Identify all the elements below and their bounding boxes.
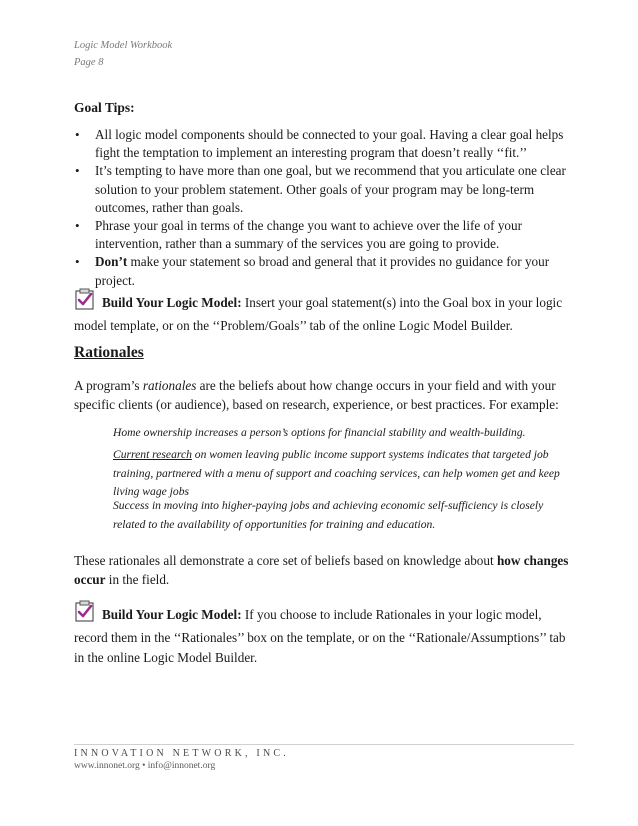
header-page: Page 8: [74, 57, 104, 68]
clipboard-check-icon: [74, 600, 96, 628]
rationale-example: Current research on women leaving public income support systems indicates that targeted job training, partnered with a menu of support and coaching services, can help women get and keep living wage jobs: [113, 448, 560, 498]
header-title: Logic Model Workbook: [74, 40, 173, 51]
footer-divider: [74, 744, 574, 745]
list-item: • It’s tempting to have more than one goal, but we recommend that you articulate one clear solution to your problem statement. Other goals of your program may be long-term outcomes, rather than goals.: [74, 162, 574, 217]
list-item: • Phrase your goal in terms of the change you want to achieve over the life of your intervention, rather than a summary of the services you are going to provide.: [74, 217, 574, 253]
rationales-summary: These rationales all demonstrate a core set of beliefs based on knowledge about how changes occur in the field.: [74, 553, 569, 587]
footer-organization: INNOVATION NETWORK, INC.: [74, 748, 289, 759]
clipboard-check-icon: [74, 288, 96, 316]
list-item: • Don’t make your statement so broad and general that it provides no guidance for your project.: [74, 253, 574, 289]
rationale-example: Home ownership increases a person’s options for financial stability and wealth-building.: [113, 426, 526, 439]
build-logic-model-label: Build Your Logic Model:: [102, 607, 242, 622]
build-logic-model-rationales: Build Your Logic Model: If you choose to include Rationales in your logic model, record them in the ‘‘Rationales’’ box on the template, or on the ‘‘Rationale/Assumptions’’ tab in the online Logic Model Builder.: [74, 600, 574, 668]
goal-tips-heading: Goal Tips:: [74, 100, 135, 115]
goal-tips-list: [74, 126, 574, 290]
build-logic-model-label: Build Your Logic Model:: [102, 295, 242, 310]
build-logic-model-goal: Build Your Logic Model: Insert your goal statement(s) into the Goal box in your logic model template, or on the ‘‘Problem/Goals’’ tab of the online Logic Model Builder.: [74, 288, 574, 336]
running-header: [74, 37, 172, 71]
rationales-heading: Rationales: [74, 344, 144, 361]
rationale-example: Success in moving into higher-paying jobs and achieving economic self-sufficiency is closely related to the availability of opportunities for training and education.: [113, 499, 544, 531]
rationales-intro: A program’s rationales are the beliefs about how change occurs in your field and with your specific clients (or audience), based on research, experience, or best practices. For example:: [74, 378, 559, 412]
footer-contact: www.innonet.org • info@innonet.org: [74, 761, 216, 771]
page-footer: [74, 744, 574, 771]
list-item: • All logic model components should be connected to your goal. Having a clear goal helps fight the temptation to implement an interesting program that doesn’t really ‘‘fit.’’: [74, 126, 574, 162]
